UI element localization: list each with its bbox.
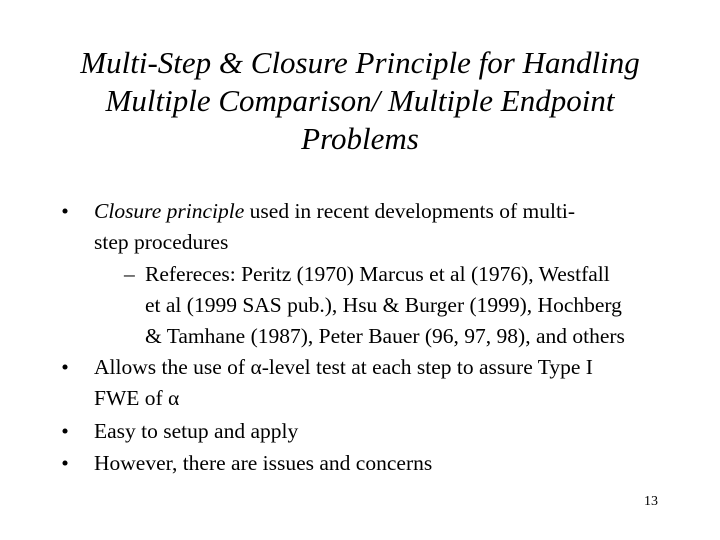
bullet-2-line-1 [94,352,593,383]
references-line-2: et al (1999 SAS pub.), Hsu & Burger (1999), Hochberg [145,293,622,317]
bullet-1-line-1 [94,196,575,227]
bullet-4-line-1: However, there are issues and concerns [94,451,433,475]
alpha-symbol: α [168,386,180,410]
bullet-1-line-1-rest: used in recent developments of multi- [244,199,576,223]
page-number: 13 [644,494,658,509]
references-line-1: Refereces: Peritz (1970) Marcus et al (1976), Westfall [145,262,610,286]
bullet-marker: • [61,451,69,475]
bullet-2-line-1-post: -level test at each step to assure Type I [261,355,593,379]
bullet-3-line-1: Easy to setup and apply [94,419,299,443]
title-line-3: Problems [301,121,419,156]
title-line-1: Multi-Step & Closure Principle for Handling [80,45,640,80]
sub-bullet-marker: – [124,262,135,286]
title-line-2: Multiple Comparison/ Multiple Endpoint [105,83,615,118]
references-line-3: & Tamhane (1987), Peter Bauer (96, 97, 98), and others [145,324,625,348]
bullet-marker: • [61,355,69,379]
bullet-2-line-1-pre: Allows the use of [94,355,251,379]
alpha-symbol: α [250,355,262,379]
bullet-marker: • [61,419,69,443]
slide-title [40,44,680,158]
bullet-1-line-2: step procedures [94,230,229,254]
closure-principle-term: Closure principle [94,199,245,223]
bullet-2-line-2 [94,383,179,414]
bullet-marker: • [61,199,69,223]
bullet-2-line-2-pre: FWE of [94,386,169,410]
